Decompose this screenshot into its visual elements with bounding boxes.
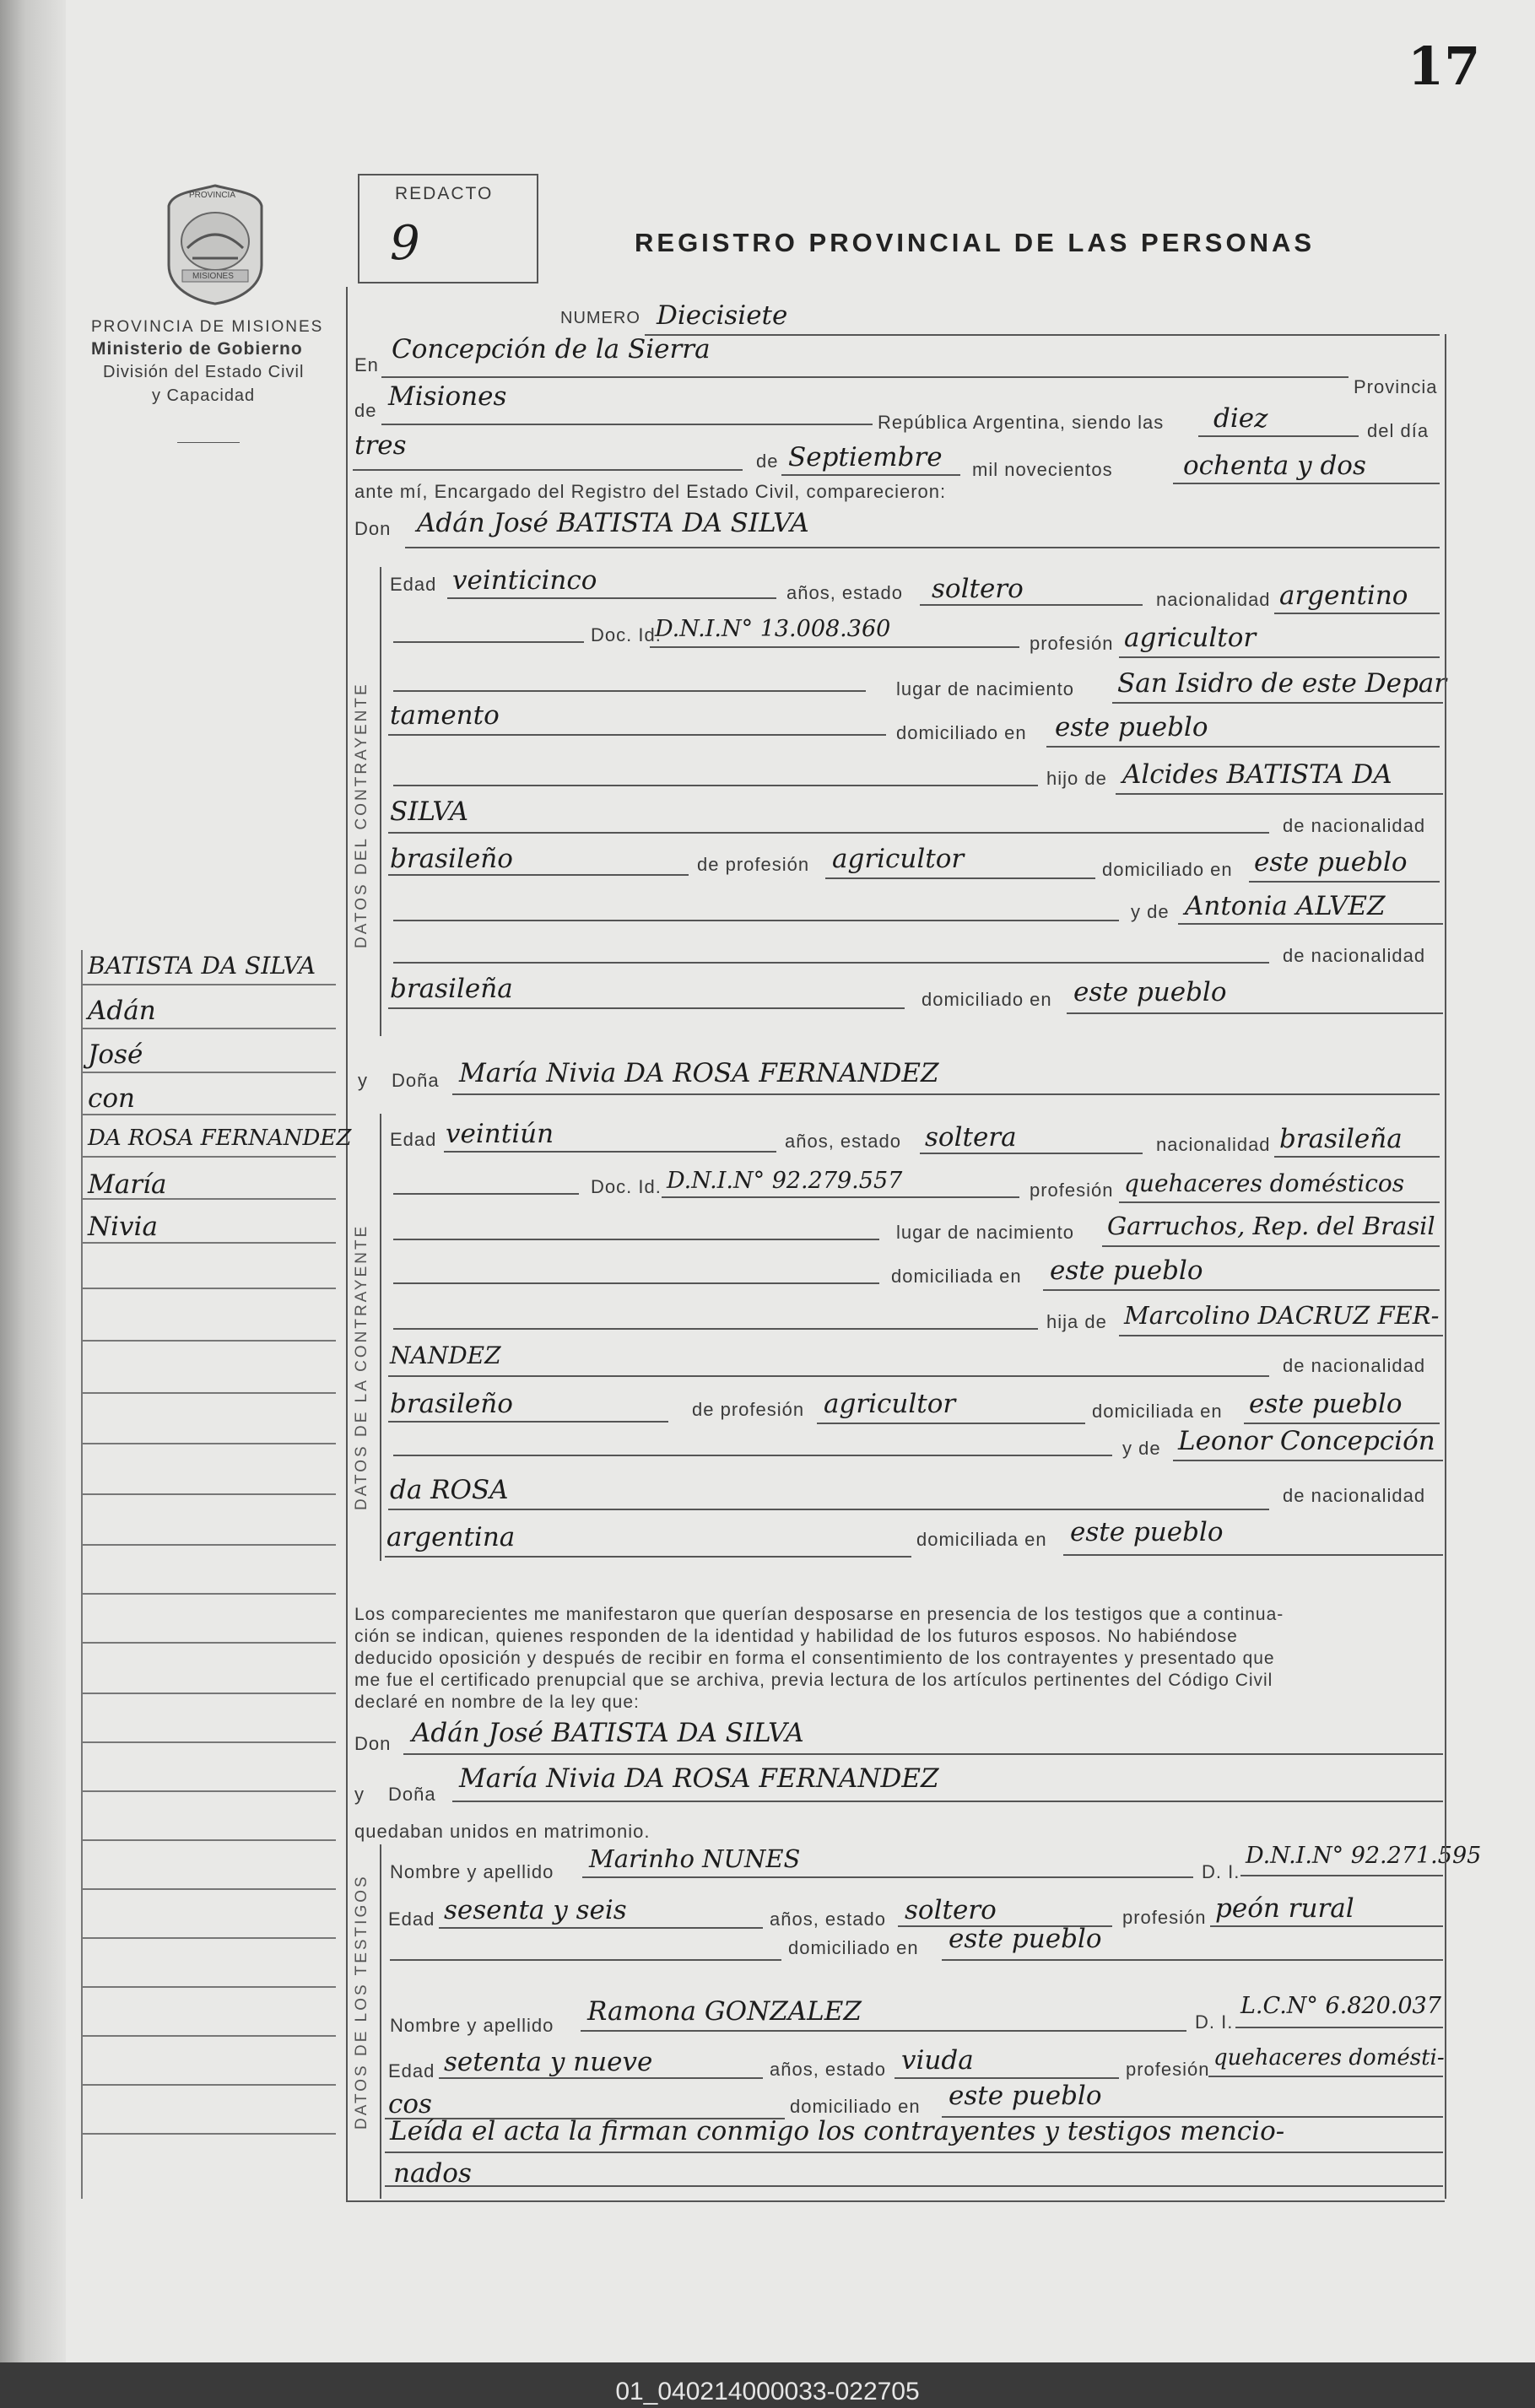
bride-name-line [452, 1093, 1440, 1095]
header-divider [177, 442, 240, 443]
bride-father-nat: brasileño [390, 1389, 513, 1419]
republica-text: República Argentina, siendo las [878, 412, 1165, 433]
bride-profession: quehaceres domésticos [1124, 1169, 1405, 1197]
bride-mother-line [1173, 1460, 1443, 1461]
groom-y-de-label: y de [1131, 901, 1170, 922]
w1-doc-line [1240, 1875, 1443, 1876]
groom-mother-line [1178, 923, 1443, 925]
redacto-value: 9 [390, 216, 420, 271]
w1-address-line [942, 1959, 1443, 1961]
form-left-border [346, 287, 348, 2202]
capacity-label: y Capacidad [152, 386, 256, 405]
groom-birth-line [1112, 702, 1443, 704]
margin-con: con [88, 1083, 135, 1114]
groom-mother: Antonia ALVEZ [1185, 891, 1386, 921]
groom-father-2: SILVA [390, 796, 469, 827]
groom-doc-pre-line [393, 641, 584, 643]
bride-birth-pre-line [393, 1239, 879, 1240]
ante-text: ante mí, Encargado del Registro del Estado Civil, comparecieron: [354, 481, 947, 502]
seal-text-top: PROVINCIA [189, 191, 236, 200]
groom-edad-label: Edad [390, 574, 437, 595]
w1-d-label: D. I. [1202, 1861, 1240, 1882]
bride-doc-label: Doc. Id. [591, 1176, 662, 1197]
w2-nombre-label: Nombre y apellido [390, 2015, 554, 2036]
w1-anos-label: años, estado [770, 1909, 886, 1930]
redacto-box [358, 174, 538, 283]
groom-doc: D.N.I.N° 13.008.360 [655, 616, 891, 642]
groom-mother-dom-label: domiciliado en [922, 989, 1052, 1010]
place-value: Concepción de la Sierra [392, 334, 711, 364]
bride-birth-line [1102, 1245, 1440, 1247]
w1-dom-pre-line [390, 1959, 781, 1961]
bride-father-nat-label: de nacionalidad [1283, 1355, 1426, 1376]
bride-mother-nat: argentina [386, 1522, 516, 1552]
groom-side-label: DATOS DEL CONTRAYENTE [353, 682, 370, 948]
witness-block-border [380, 1844, 381, 2199]
w1-doc: D.N.I.N° 92.271.595 [1246, 1843, 1482, 1869]
scan-file-caption: 01_040214000033-022705 [615, 2378, 920, 2405]
w2-profesion-label: profesión [1126, 2059, 1210, 2080]
w1-profesion-label: profesión [1122, 1907, 1207, 1928]
numero-value: Diecisiete [657, 300, 788, 331]
w1-civil-status: soltero [905, 1895, 997, 1925]
w2-civil-status: viuda [901, 2045, 974, 2076]
binding-shadow [0, 0, 66, 2362]
bride-lugar-label: lugar de nacimiento [896, 1222, 1075, 1243]
day-line [353, 469, 743, 471]
groom-mother-nat-label: de nacionalidad [1283, 945, 1426, 966]
decl-dona-label: Doña [388, 1784, 436, 1805]
form-bottom-border [346, 2200, 1445, 2202]
groom-nationality: argentino [1279, 580, 1408, 611]
del-dia-label: del día [1367, 420, 1430, 441]
groom-lugar-label: lugar de nacimiento [896, 678, 1075, 699]
declaration-line-3: deducido oposición y después de recibir en forma el consentimiento de los contrayentes y presentado que [354, 1649, 1275, 1668]
groom-father-dom-line [1249, 881, 1440, 883]
province-line [381, 424, 873, 425]
decl-bride-name: María Nivia DA ROSA FERNANDEZ [459, 1763, 939, 1794]
bride-father-line [1119, 1335, 1443, 1336]
closing-line-1-rule [385, 2152, 1443, 2153]
groom-prof-line [1119, 656, 1440, 658]
day-value: tres [354, 430, 407, 461]
groom-profession: agricultor [1124, 623, 1257, 653]
w2-profession-1: quehaceres domésti- [1213, 2045, 1445, 2071]
w2-profession-2: cos [388, 2089, 432, 2119]
province-value: Misiones [388, 381, 507, 412]
w1-nombre-label: Nombre y apellido [390, 1861, 554, 1882]
groom-anos-label: años, estado [786, 582, 903, 603]
mil-label: mil novecientos [972, 459, 1113, 480]
w2-anos-label: años, estado [770, 2059, 886, 2080]
bride-mother-nat-label: de nacionalidad [1283, 1485, 1426, 1506]
groom-birth2-line [388, 734, 886, 736]
groom-name-line [405, 547, 1440, 548]
bride-civil-status: soltera [925, 1122, 1017, 1153]
de-label: de [354, 400, 377, 421]
year-line [1173, 483, 1440, 484]
bride-address: este pueblo [1050, 1255, 1203, 1286]
declaration-line-4: me fue el certificado prenupcial que se archiva, previa lectura de los artículos pertinentes del Código Civil [354, 1671, 1273, 1690]
witness-side-label: DATOS DE LOS TESTIGOS [353, 1874, 370, 2130]
de-month-label: de [756, 451, 779, 472]
groom-birthplace-1: San Isidro de este Depar [1117, 668, 1447, 699]
bride-mother-dom-line [1063, 1554, 1443, 1556]
w2-age-line [439, 2077, 763, 2079]
month-value: Septiembre [788, 442, 943, 472]
w2-age: setenta y nueve [444, 2047, 653, 2077]
decl-groom-line [403, 1753, 1443, 1755]
bride-status-line [920, 1153, 1143, 1154]
bride-father-dom-line [1244, 1423, 1440, 1424]
bride-father-prof-label: de profesión [692, 1399, 805, 1420]
w1-profession: peón rural [1215, 1893, 1354, 1924]
hour-value: diez [1213, 403, 1268, 434]
bride-father-2: NANDEZ [390, 1342, 501, 1369]
w2-status-line [895, 2077, 1119, 2079]
groom-mother-dom: este pueblo [1073, 977, 1227, 1007]
groom-domiciliado-label: domiciliado en [896, 722, 1027, 743]
groom-father-1: Alcides BATISTA DA [1122, 759, 1392, 790]
groom-doc-line [650, 646, 1019, 648]
groom-mother-dom-line [1067, 1012, 1443, 1014]
w2-name-line [581, 2030, 1186, 2032]
w2-doc: L.C.N° 6.820.037 [1240, 1993, 1441, 2019]
groom-status-line [920, 604, 1143, 606]
groom-civil-status: soltero [932, 574, 1024, 604]
groom-father-dom-label: domiciliado en [1102, 859, 1233, 880]
margin-name-groom-1: Adán [88, 996, 156, 1026]
en-label: En [354, 354, 379, 375]
groom-father-nat-line [388, 874, 689, 876]
w1-prof-line [1210, 1925, 1443, 1927]
bride-father-1: Marcolino DACRUZ FER- [1124, 1301, 1440, 1330]
groom-nat-line [1274, 613, 1440, 614]
groom-father2-line [388, 832, 1269, 834]
groom-mother-nat-line [388, 1007, 905, 1009]
bride-mother2-line [388, 1509, 1269, 1510]
decl-groom-name: Adán José BATISTA DA SILVA [412, 1718, 804, 1748]
margin-surname-bride: DA ROSA FERNANDEZ [88, 1126, 352, 1151]
numero-label: NUMERO [560, 309, 640, 327]
w1-age: sesenta y seis [444, 1895, 627, 1925]
groom-age-line [447, 597, 776, 599]
bride-doc-pre-line [393, 1193, 579, 1195]
groom-father-line [1116, 793, 1443, 795]
groom-address-line [1046, 746, 1440, 748]
w1-domiciliado-label: domiciliado en [788, 1937, 919, 1958]
w2-prof-line [1208, 2076, 1443, 2077]
groom-block-border [380, 567, 381, 1036]
bride-address-line [1043, 1289, 1440, 1291]
groom-mother-2-line [393, 962, 1269, 964]
groom-father-prof-line [825, 877, 1095, 879]
bride-father-prof: agricultor [824, 1389, 956, 1419]
w2-name: Ramona GONZALEZ [587, 1996, 862, 2027]
margin-name-bride-1: María [88, 1169, 167, 1200]
page-title: REGISTRO PROVINCIAL DE LAS PERSONAS [635, 228, 1316, 257]
groom-father-prof: agricultor [832, 844, 965, 874]
ministry-label: Ministerio de Gobierno [91, 339, 303, 359]
bride-block-border [380, 1114, 381, 1561]
w1-age-line [439, 1927, 763, 1929]
bride-age: veintiún [446, 1119, 554, 1149]
bride-dona-label: Doña [392, 1070, 440, 1091]
w1-edad-label: Edad [388, 1909, 435, 1930]
groom-name: Adán José BATISTA DA SILVA [417, 508, 809, 538]
bride-y-label: y [358, 1070, 368, 1091]
closing-line-1: Leída el acta la firman conmigo los contrayentes y testigos mencio- [390, 2116, 1285, 2146]
bride-side-label: DATOS DE LA CONTRAYENTE [353, 1223, 370, 1510]
provincial-seal [159, 181, 272, 307]
bride-prof-line [1119, 1201, 1440, 1203]
bride-mother-nat-line [385, 1556, 911, 1558]
place-line [381, 376, 1349, 378]
bride-name: María Nivia DA ROSA FERNANDEZ [459, 1058, 939, 1088]
bride-mother-2: da ROSA [390, 1475, 509, 1505]
bride-nationality: brasileña [1279, 1124, 1403, 1154]
bride-anos-label: años, estado [785, 1131, 901, 1152]
groom-address: este pueblo [1055, 712, 1208, 742]
decl-don-label: Don [354, 1733, 392, 1754]
decl-y-label: y [354, 1784, 365, 1805]
w1-address: este pueblo [949, 1924, 1102, 1954]
month-line [781, 474, 960, 476]
groom-nacionalidad-label: nacionalidad [1156, 589, 1271, 610]
numero-line [645, 334, 1440, 336]
bride-nat-line [1274, 1156, 1440, 1158]
bride-edad-label: Edad [390, 1129, 437, 1150]
bride-father-nat-line [388, 1421, 668, 1423]
bride-birthplace: Garruchos, Rep. del Brasil [1107, 1212, 1435, 1240]
page-number: 17 [1408, 35, 1481, 97]
bride-father2-line [388, 1375, 1269, 1377]
division-label: División del Estado Civil [103, 363, 305, 381]
bride-mother-dom: este pueblo [1070, 1517, 1224, 1547]
bride-age-line [444, 1151, 776, 1153]
bride-mother-pre-line [393, 1455, 1112, 1456]
bride-nacionalidad-label: nacionalidad [1156, 1134, 1271, 1155]
groom-father-nat-label: de nacionalidad [1283, 815, 1426, 836]
bride-profesion-label: profesión [1030, 1180, 1114, 1201]
declaration-line-5: declaré en nombre de la ley que: [354, 1693, 640, 1712]
w2-edad-label: Edad [388, 2060, 435, 2081]
hour-line [1198, 435, 1359, 437]
w2-doc-line [1235, 2027, 1443, 2028]
bride-hija-pre-line [393, 1328, 1038, 1330]
groom-hijo-label: hijo de [1046, 768, 1107, 789]
decl-bride-line [452, 1801, 1443, 1802]
bride-father-dom-label: domiciliada en [1092, 1401, 1223, 1422]
bride-doc: D.N.I.N° 92.279.557 [667, 1168, 903, 1194]
bride-mother-1: Leonor Concepción [1178, 1426, 1435, 1456]
groom-father-nat: brasileño [390, 844, 513, 874]
w1-name: Marinho NUNES [589, 1844, 801, 1873]
groom-birth-pre-line [393, 690, 866, 692]
groom-age: veinticinco [452, 565, 597, 596]
groom-father-prof-label: de profesión [697, 854, 810, 875]
groom-profesion-label: profesión [1030, 633, 1114, 654]
bride-father-dom: este pueblo [1249, 1389, 1403, 1419]
closing-line-2-rule [385, 2185, 1443, 2187]
declaration-line-2: ción se indican, quienes responden de la identidad y habilidad de los futuros esposos. No habiéndose [354, 1627, 1238, 1646]
margin-name-groom-2: José [88, 1039, 143, 1070]
declaration-line-1: Los comparecientes me manifestaron que querían desposarse en presencia de los testigos que a continua- [354, 1605, 1284, 1624]
bride-dom-pre-line [393, 1282, 879, 1284]
bride-father-prof-line [817, 1423, 1085, 1424]
w1-name-line [582, 1876, 1193, 1878]
don-label: Don [354, 518, 392, 539]
bride-doc-line [662, 1196, 1019, 1198]
form-right-border [1445, 334, 1446, 2199]
groom-mother-nat: brasileña [390, 974, 513, 1004]
groom-mother-pre-line [393, 920, 1119, 921]
decl-closing: quedaban unidos en matrimonio. [354, 1821, 651, 1842]
bride-y-de-label: y de [1122, 1438, 1161, 1459]
seal-text-bottom: MISIONES [192, 272, 234, 281]
w2-domiciliado-label: domiciliado en [790, 2096, 921, 2117]
closing-line-2: nados [393, 2158, 472, 2189]
bride-mother-dom-label: domiciliada en [916, 1529, 1047, 1550]
year-value: ochenta y dos [1183, 451, 1366, 481]
bride-hija-label: hija de [1046, 1311, 1107, 1332]
bride-domiciliada-label: domiciliada en [891, 1266, 1022, 1287]
redacto-label: REDACTO [395, 184, 494, 203]
margin-name-bride-2: Nivia [88, 1212, 158, 1242]
province-label: PROVINCIA DE MISIONES [91, 318, 324, 336]
margin-surname-groom: BATISTA DA SILVA [88, 952, 316, 980]
groom-birthplace-2: tamento [390, 700, 500, 731]
w2-address: este pueblo [949, 2081, 1102, 2111]
provincia-label: Provincia [1354, 376, 1438, 397]
groom-doc-label: Doc. Id. [591, 624, 662, 645]
w2-d-label: D. I. [1195, 2011, 1234, 2033]
groom-hijo-pre-line [393, 785, 1038, 786]
groom-father-dom: este pueblo [1254, 847, 1408, 877]
